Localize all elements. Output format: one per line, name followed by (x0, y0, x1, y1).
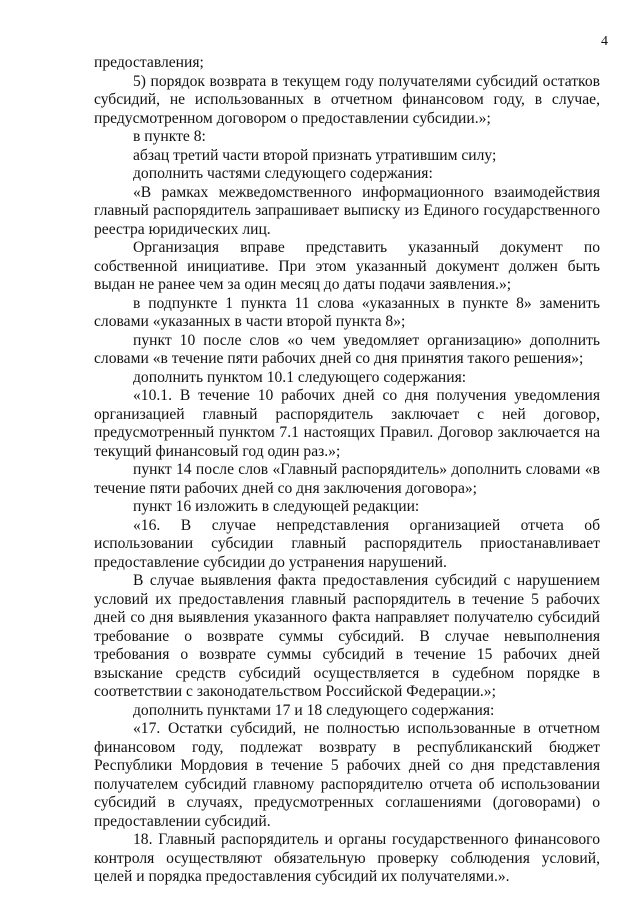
paragraph-continuation: предоставления; (94, 54, 204, 71)
paragraph-add-17-18: дополнить пунктами 17 и 18 следующего содержания: (133, 701, 495, 719)
paragraph-18: 18. Главный распорядитель и органы государственного финансового контроля осуществляют обязательную проверку соблюдения условий, целей и порядка предоставления субсидий их получателями.». (94, 831, 600, 885)
paragraph-add-10-1: дополнить пунктом 10.1 следующего содержания: (133, 368, 467, 386)
paragraph-10-1: «10.1. В течение 10 рабочих дней со дня получения уведомления организацией главный распорядитель заключает с ней договор, предусмотренный пунктом 7.1 настоящих Правил. Договор заключается на текущий финансовый год один раз.»; (94, 387, 600, 460)
paragraph-violation: В случае выявления факта предоставления субсидий с нарушением условий их предоставления главный распорядитель в течение 5 рабочих дней со дня выявления указанного факта направляет получателю субсидий требование о возврате суммы субсидий. В случае невыполнения требования о возврате суммы субсидий в течение 15 рабочих дней взыскание средств субсидий осуществляется в судебном порядке в соответствии с законодательством Российской Федерации.»; (94, 572, 600, 700)
paragraph-point-10: пункт 10 после слов «о чем уведомляет организацию» дополнить словами «в течение пяти рабочих дней со дня принятия такого решения»; (94, 331, 600, 367)
document-body (94, 54, 600, 887)
paragraph-add-parts: дополнить частями следующего содержания: (133, 165, 433, 182)
page-number: 4 (601, 34, 608, 49)
paragraph-interagency: «В рамках межведомственного информационного взаимодействия главный распорядитель запрашивает выписку из Единого государственного реестра юридических лиц. (94, 183, 600, 238)
paragraph-subpoint-11: в подпункте 1 пункта 11 слова «указанных в пункте 8» заменить словами «указанных в части второй пункта 8»; (94, 294, 600, 330)
paragraph-organization-right: Организация вправе представить указанный документ по собственной инициативе. При этом указанный документ должен быть выдан не ранее чем за один месяц до даты подачи заявления.»; (94, 239, 600, 293)
paragraph-17: «17. Остатки субсидий, не полностью использованные в отчетном финансовом году, подлежат возврату в республиканский бюджет Республики Мордовия в течение 5 рабочих дней со дня представления получателем субсидий главному распорядителю отчета об использовании субсидий в случаях, предусмотренных соглашениями (договорами) о предоставлении субсидий. (94, 720, 600, 830)
paragraph-abzac-third: абзац третий части второй признать утратившим силу; (133, 146, 497, 164)
paragraph-item-5: 5) порядок возврата в текущем году получателями субсидий остатков субсидий, не использованных в отчетном финансовом году, в случае, предусмотренном договором о предоставлении субсидии.»; (94, 72, 600, 127)
paragraph-point-8: в пункте 8: (133, 128, 206, 145)
paragraph-point-14: пункт 14 после слов «Главный распорядитель» дополнить словами «в течение пяти рабочих дней со дня заключения договора»; (94, 461, 600, 497)
paragraph-point-16-intro: пункт 16 изложить в следующей редакции: (133, 498, 420, 515)
paragraph-16: «16. В случае непредставления организацией отчета об использовании субсидии главный распорядитель приостанавливает предоставление субсидии до устранения нарушений. (94, 516, 600, 571)
